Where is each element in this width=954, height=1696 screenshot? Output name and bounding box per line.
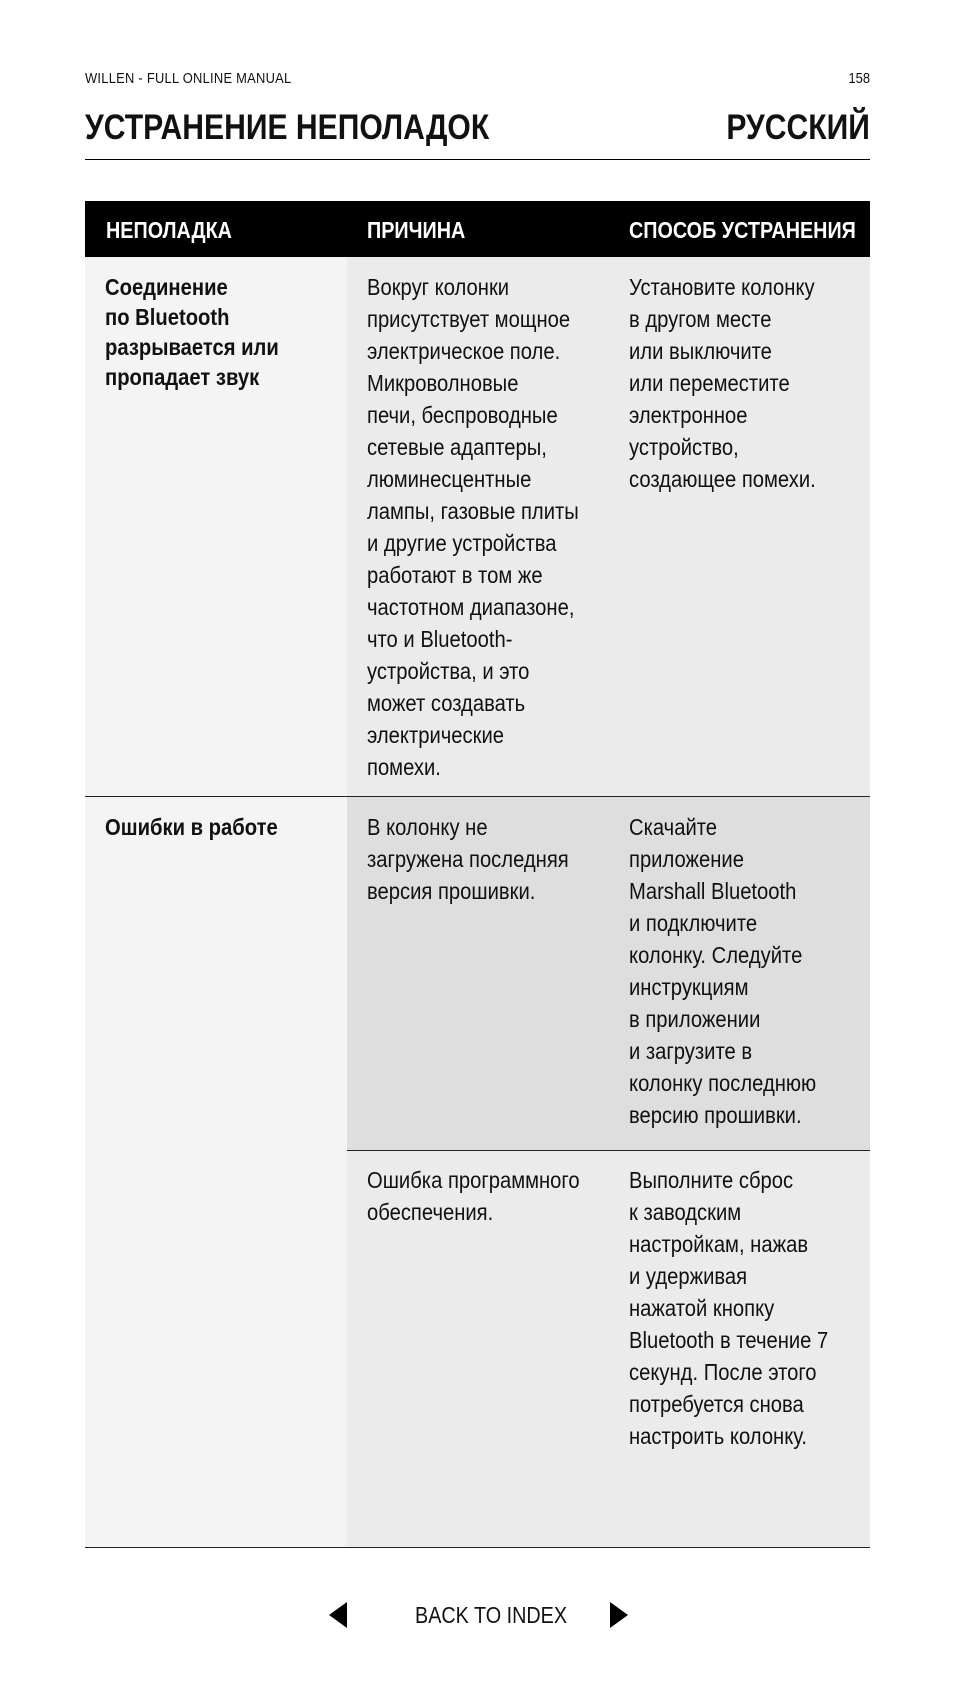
table-row-3-solution: Выполните сброс к заводским настройкам, нажав и удерживая нажатой кнопку Bluetooth в течение 7 секунд. После этого потребуется снова настроить колонку. xyxy=(629,1167,829,1449)
triangle-right-icon[interactable] xyxy=(610,1602,628,1628)
column-header-solution: СПОСОБ УСТРАНЕНИЯ xyxy=(629,217,856,243)
table-row-2-problem: Ошибки в работе xyxy=(105,814,278,840)
subrow-divider xyxy=(347,1150,870,1151)
document-title: WILLEN - FULL ONLINE MANUAL xyxy=(85,70,292,87)
column-header-cause: ПРИЧИНА xyxy=(367,217,466,243)
table-row-2-cause: В колонку не загружена последняя версия прошивки. xyxy=(367,814,569,904)
row-divider xyxy=(85,796,870,797)
table-body xyxy=(85,257,870,1547)
problem-column-bg xyxy=(85,257,347,1547)
table-row-2-solution: Скачайте приложение Marshall Bluetooth и подключите колонку. Следуйте инструкциям в приложении и загрузите в колонку последнюю версию прошивки. xyxy=(629,814,817,1128)
table-row-1-cause: Вокруг колонки присутствует мощное электрическое поле. Микроволновые печи, беспроводные сетевые адаптеры, люминесцентные лампы, газовые плиты и другие устройства работают в том же частотном диапазоне, что и Bluetooth- устройства, и это может создавать электрические помехи. xyxy=(367,274,579,780)
section-title: УСТРАНЕНИЕ НЕПОЛАДОК xyxy=(85,108,490,147)
language-label: РУССКИЙ xyxy=(726,108,870,147)
page-navigation xyxy=(0,1590,954,1640)
triangle-left-icon[interactable] xyxy=(329,1602,347,1628)
table-bottom-rule xyxy=(85,1547,870,1548)
title-divider xyxy=(85,159,870,160)
back-to-index-link[interactable]: BACK TO INDEX xyxy=(415,1602,568,1628)
page-number: 158 xyxy=(848,70,870,87)
column-header-problem: НЕПОЛАДКА xyxy=(106,217,232,243)
table-header xyxy=(85,201,870,257)
table-row-3-cause: Ошибка программного обеспечения. xyxy=(367,1167,580,1225)
table-row-1-problem: Соединение по Bluetooth разрывается или пропадает звук xyxy=(105,274,279,390)
table-row-1-solution: Установите колонку в другом месте или выключите или переместите электронное устройство, создающее помехи. xyxy=(629,274,816,492)
troubleshooting-table xyxy=(85,201,870,1449)
